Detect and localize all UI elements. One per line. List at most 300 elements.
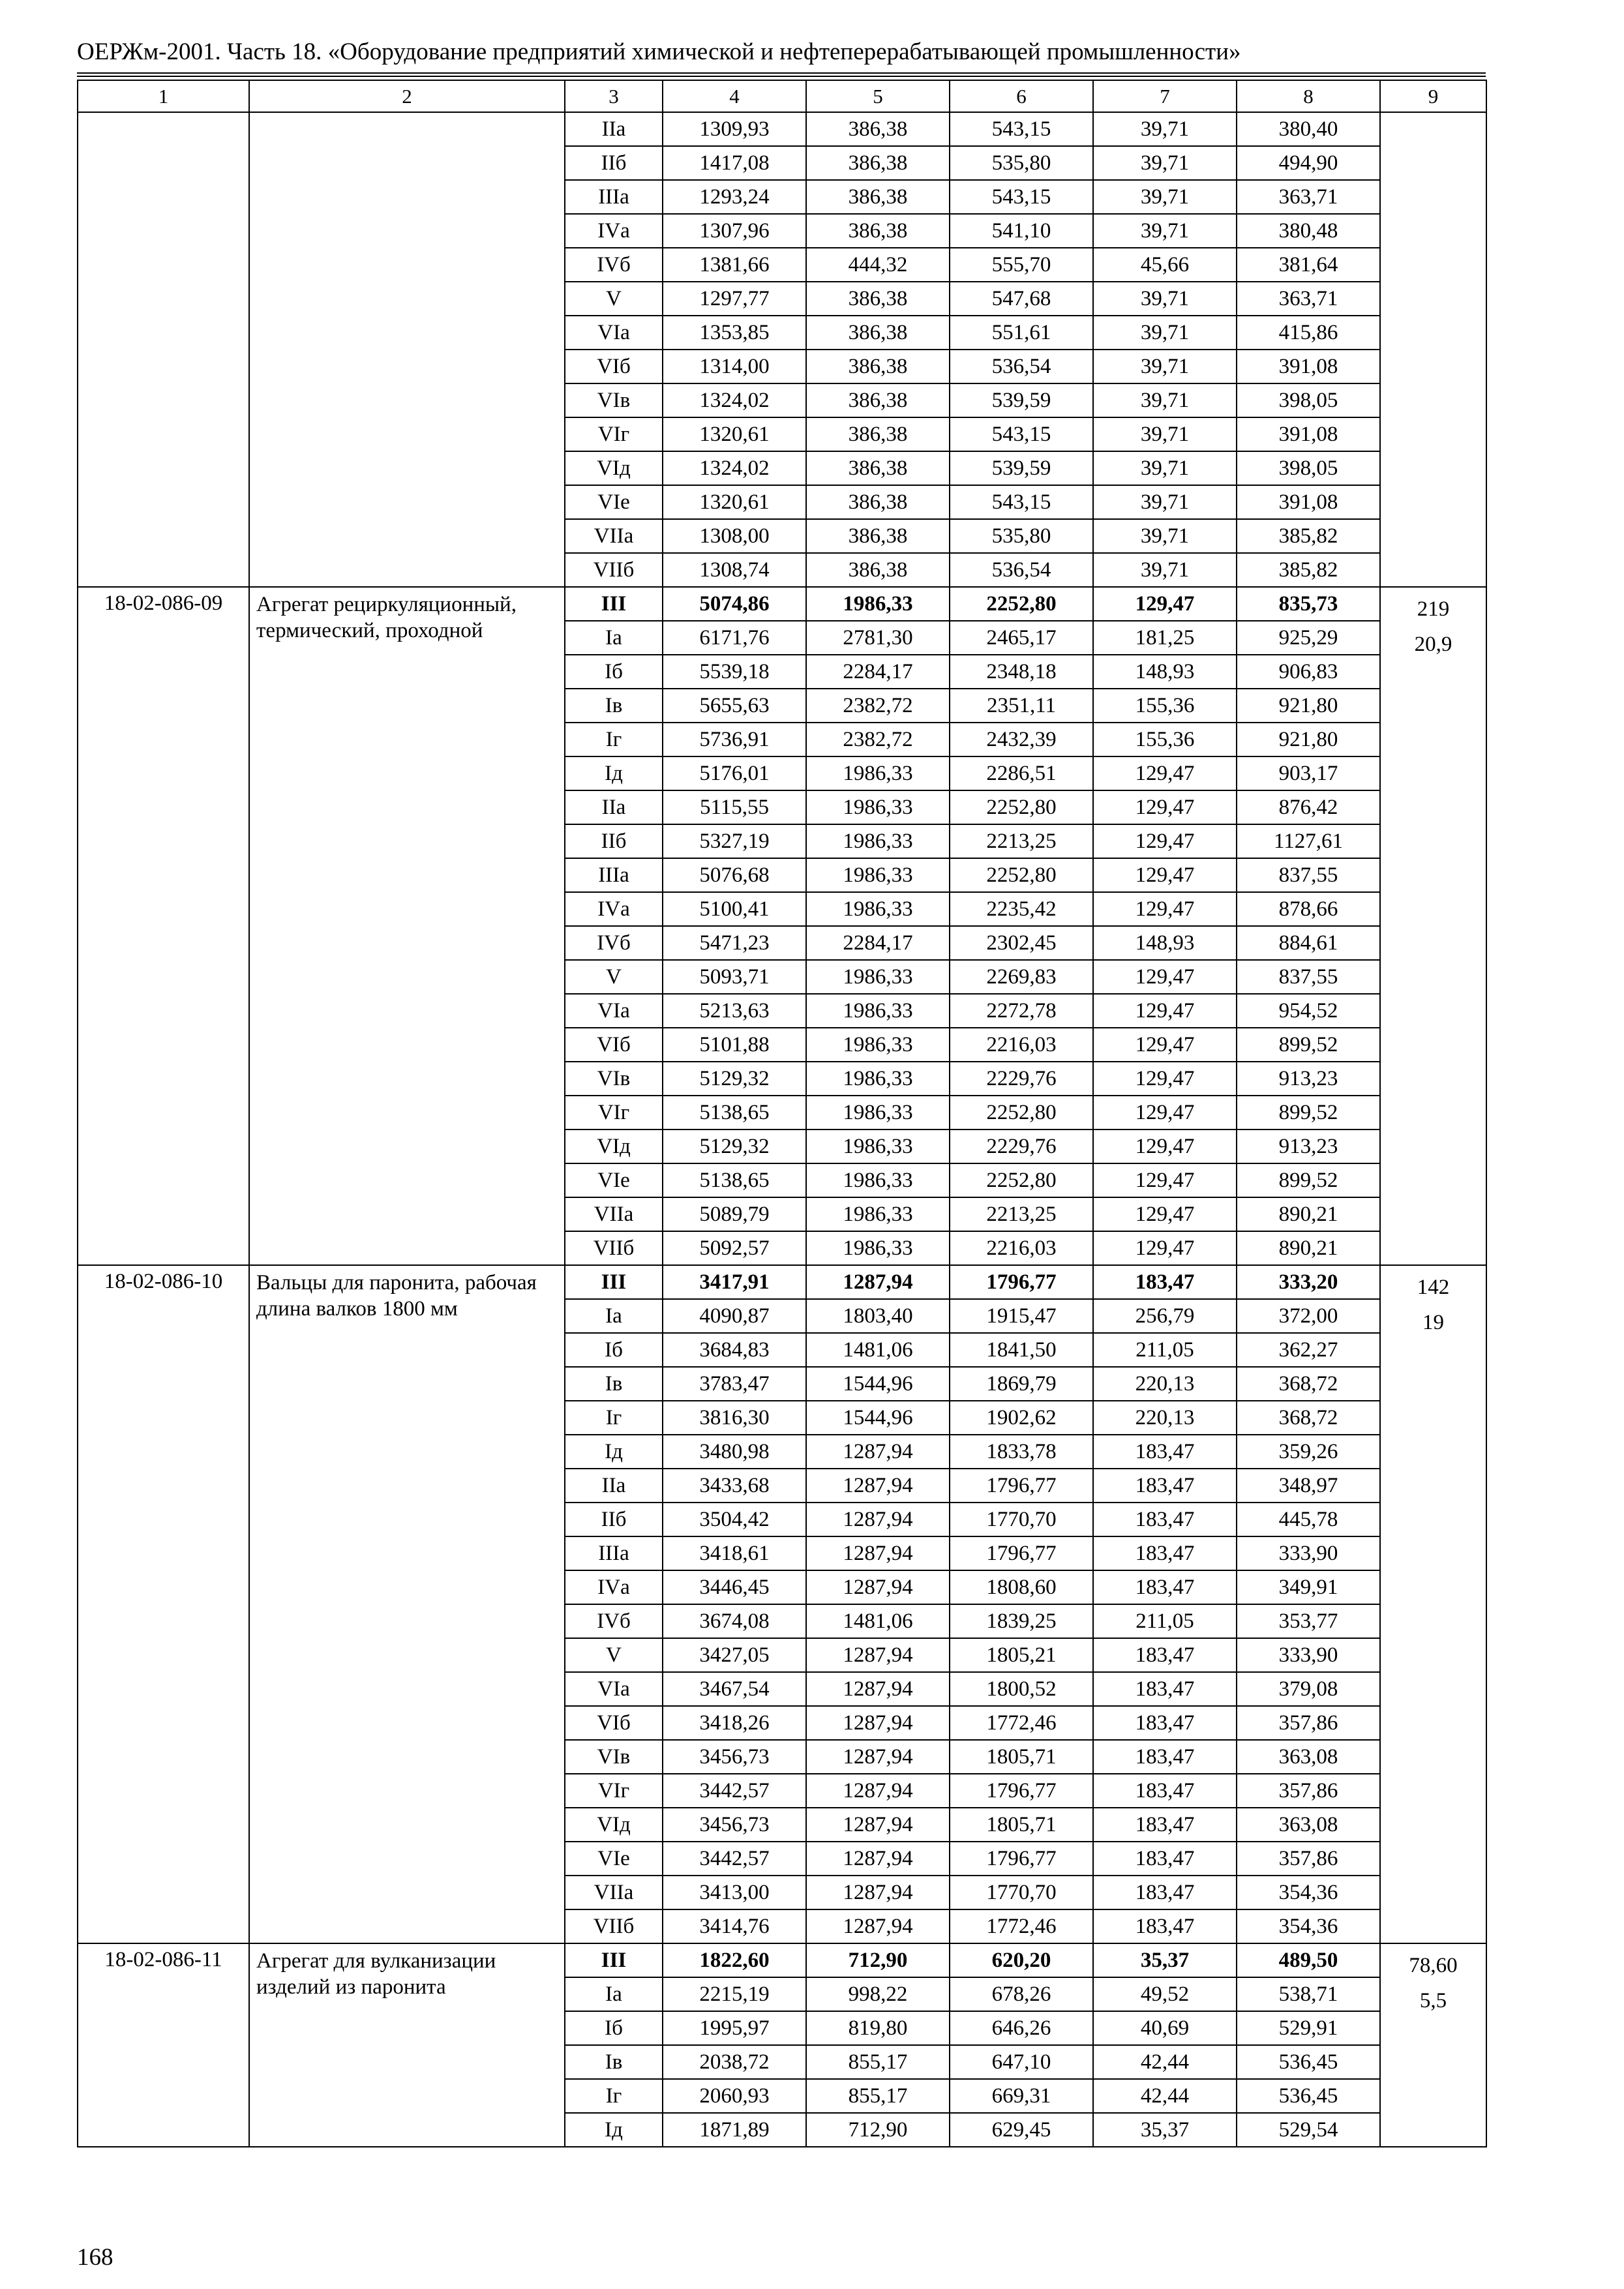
cost-value: 2060,93 bbox=[663, 2079, 806, 2113]
zone-index: IIа bbox=[565, 790, 663, 824]
zone-index: VIIб bbox=[565, 1909, 663, 1943]
cost-value: 3684,83 bbox=[663, 1333, 806, 1367]
table-row bbox=[78, 1265, 1486, 1299]
cost-value: 368,72 bbox=[1237, 1367, 1380, 1401]
cost-value: 5327,19 bbox=[663, 824, 806, 858]
column-header: 7 bbox=[1093, 80, 1237, 112]
cost-value: 5093,71 bbox=[663, 960, 806, 994]
cost-value: 620,20 bbox=[950, 1943, 1093, 1977]
zone-index: VIIа bbox=[565, 1197, 663, 1231]
cost-value: 1544,96 bbox=[806, 1367, 950, 1401]
cost-value: 1986,33 bbox=[806, 1062, 950, 1096]
cost-value: 3467,54 bbox=[663, 1672, 806, 1706]
cost-value: 1287,94 bbox=[806, 1536, 950, 1570]
cost-value: 1481,06 bbox=[806, 1604, 950, 1638]
cost-value: 39,71 bbox=[1093, 146, 1237, 180]
cost-value: 386,38 bbox=[806, 519, 950, 553]
cost-value: 3816,30 bbox=[663, 1401, 806, 1435]
cost-value: 835,73 bbox=[1237, 587, 1380, 621]
column-header: 9 bbox=[1380, 80, 1486, 112]
cost-value: 712,90 bbox=[806, 2113, 950, 2147]
cost-value: 878,66 bbox=[1237, 892, 1380, 926]
cost-value: 1287,94 bbox=[806, 1435, 950, 1469]
cost-value: 129,47 bbox=[1093, 1096, 1237, 1130]
cost-value: 183,47 bbox=[1093, 1469, 1237, 1503]
equipment-name: Агрегат для вулканизации изделий из паронита bbox=[249, 1943, 565, 2147]
cost-value: 4090,87 bbox=[663, 1299, 806, 1333]
cost-value: 2252,80 bbox=[950, 790, 1093, 824]
equipment-name: Агрегат рециркуляционный, термический, проходной bbox=[249, 587, 565, 1265]
zone-index: VIIа bbox=[565, 519, 663, 553]
cost-value: 1986,33 bbox=[806, 1096, 950, 1130]
cost-value: 1287,94 bbox=[806, 1842, 950, 1876]
cost-value: 890,21 bbox=[1237, 1197, 1380, 1231]
cost-value: 3442,57 bbox=[663, 1774, 806, 1808]
cost-value: 386,38 bbox=[806, 485, 950, 519]
cost-value: 354,36 bbox=[1237, 1876, 1380, 1909]
cost-value: 183,47 bbox=[1093, 1672, 1237, 1706]
cost-value: 35,37 bbox=[1093, 2113, 1237, 2147]
cost-value: 2252,80 bbox=[950, 1096, 1093, 1130]
zone-index: III bbox=[565, 587, 663, 621]
cost-value: 1293,24 bbox=[663, 180, 806, 214]
zone-index: IIа bbox=[565, 1469, 663, 1503]
cost-value: 1986,33 bbox=[806, 858, 950, 892]
zone-index: VIа bbox=[565, 994, 663, 1028]
cost-value: 386,38 bbox=[806, 553, 950, 587]
cost-value: 386,38 bbox=[806, 282, 950, 316]
cost-value: 256,79 bbox=[1093, 1299, 1237, 1333]
cost-value: 5138,65 bbox=[663, 1096, 806, 1130]
cost-value: 1986,33 bbox=[806, 994, 950, 1028]
cost-value: 129,47 bbox=[1093, 1197, 1237, 1231]
cost-value: 385,82 bbox=[1237, 553, 1380, 587]
cost-value: 3456,73 bbox=[663, 1740, 806, 1774]
column-header: 1 bbox=[78, 80, 249, 112]
table-row bbox=[78, 1943, 1486, 1977]
cost-value: 183,47 bbox=[1093, 1706, 1237, 1740]
column-header: 3 bbox=[565, 80, 663, 112]
cost-value: 921,80 bbox=[1237, 723, 1380, 756]
cost-value: 3413,00 bbox=[663, 1876, 806, 1909]
cost-value: 181,25 bbox=[1093, 621, 1237, 655]
cost-value: 415,86 bbox=[1237, 316, 1380, 350]
table-row bbox=[78, 587, 1486, 621]
cost-value: 363,71 bbox=[1237, 180, 1380, 214]
cost-value: 1770,70 bbox=[950, 1503, 1093, 1536]
cost-value: 39,71 bbox=[1093, 180, 1237, 214]
cost-value: 386,38 bbox=[806, 112, 950, 146]
cost-value: 333,90 bbox=[1237, 1536, 1380, 1570]
cost-value: 1803,40 bbox=[806, 1299, 950, 1333]
zone-index: VIе bbox=[565, 485, 663, 519]
cost-value: 1986,33 bbox=[806, 892, 950, 926]
cost-value: 379,08 bbox=[1237, 1672, 1380, 1706]
cost-value: 1308,74 bbox=[663, 553, 806, 587]
cost-value: 386,38 bbox=[806, 146, 950, 180]
table-row bbox=[78, 112, 1486, 146]
cost-value: 543,15 bbox=[950, 112, 1093, 146]
zone-index: IIIа bbox=[565, 1536, 663, 1570]
cost-value: 1772,46 bbox=[950, 1706, 1093, 1740]
cost-value: 1287,94 bbox=[806, 1808, 950, 1842]
cost-value: 386,38 bbox=[806, 180, 950, 214]
cost-value: 2216,03 bbox=[950, 1231, 1093, 1265]
cost-value: 3446,45 bbox=[663, 1570, 806, 1604]
cost-value: 2351,11 bbox=[950, 689, 1093, 723]
cost-value: 398,05 bbox=[1237, 383, 1380, 417]
cost-value: 129,47 bbox=[1093, 824, 1237, 858]
zone-index: Iг bbox=[565, 2079, 663, 2113]
cost-value: 363,08 bbox=[1237, 1808, 1380, 1842]
cost-value: 391,08 bbox=[1237, 417, 1380, 451]
cost-value: 2252,80 bbox=[950, 587, 1093, 621]
zone-index: IIб bbox=[565, 1503, 663, 1536]
cost-value: 349,91 bbox=[1237, 1570, 1380, 1604]
zone-index: IVа bbox=[565, 1570, 663, 1604]
cost-value: 129,47 bbox=[1093, 960, 1237, 994]
cost-value: 2229,76 bbox=[950, 1130, 1093, 1163]
cost-value: 535,80 bbox=[950, 519, 1093, 553]
cost-value: 1986,33 bbox=[806, 1163, 950, 1197]
equipment-name bbox=[249, 112, 565, 587]
zone-index: Iб bbox=[565, 1333, 663, 1367]
cost-value: 543,15 bbox=[950, 417, 1093, 451]
cost-value: 2432,39 bbox=[950, 723, 1093, 756]
cost-value: 1805,71 bbox=[950, 1808, 1093, 1842]
cost-value: 2286,51 bbox=[950, 756, 1093, 790]
zone-index: Iг bbox=[565, 1401, 663, 1435]
zone-index: VIа bbox=[565, 1672, 663, 1706]
zone-index: IVб bbox=[565, 926, 663, 960]
cost-value: 1822,60 bbox=[663, 1943, 806, 1977]
zone-index: V bbox=[565, 960, 663, 994]
cost-value: 541,10 bbox=[950, 214, 1093, 248]
cost-value: 489,50 bbox=[1237, 1943, 1380, 1977]
zone-index: VIб bbox=[565, 1706, 663, 1740]
cost-value: 529,91 bbox=[1237, 2011, 1380, 2045]
cost-value: 5100,41 bbox=[663, 892, 806, 926]
cost-value: 39,71 bbox=[1093, 383, 1237, 417]
cost-value: 2302,45 bbox=[950, 926, 1093, 960]
norm-code: 18-02-086-11 bbox=[78, 1943, 249, 2147]
cost-value: 39,71 bbox=[1093, 282, 1237, 316]
cost-value: 2382,72 bbox=[806, 689, 950, 723]
cost-value: 494,90 bbox=[1237, 146, 1380, 180]
cost-value: 42,44 bbox=[1093, 2045, 1237, 2079]
cost-value: 1796,77 bbox=[950, 1536, 1093, 1570]
cost-value: 1772,46 bbox=[950, 1909, 1093, 1943]
cost-value: 819,80 bbox=[806, 2011, 950, 2045]
cost-value: 362,27 bbox=[1237, 1333, 1380, 1367]
header-rule bbox=[77, 72, 1486, 77]
cost-value: 647,10 bbox=[950, 2045, 1093, 2079]
zone-index: VIв bbox=[565, 1740, 663, 1774]
zone-index: Iв bbox=[565, 689, 663, 723]
cost-value: 39,71 bbox=[1093, 553, 1237, 587]
cost-value: 40,69 bbox=[1093, 2011, 1237, 2045]
cost-value: 543,15 bbox=[950, 485, 1093, 519]
cost-value: 921,80 bbox=[1237, 689, 1380, 723]
cost-value: 555,70 bbox=[950, 248, 1093, 282]
cost-value: 1808,60 bbox=[950, 1570, 1093, 1604]
cost-value: 1307,96 bbox=[663, 214, 806, 248]
zone-index: Iд bbox=[565, 1435, 663, 1469]
cost-value: 890,21 bbox=[1237, 1231, 1380, 1265]
cost-value: 129,47 bbox=[1093, 892, 1237, 926]
cost-value: 1287,94 bbox=[806, 1774, 950, 1808]
cost-value: 148,93 bbox=[1093, 926, 1237, 960]
cost-value: 535,80 bbox=[950, 146, 1093, 180]
cost-value: 5076,68 bbox=[663, 858, 806, 892]
cost-value: 536,54 bbox=[950, 350, 1093, 383]
cost-value: 129,47 bbox=[1093, 858, 1237, 892]
cost-value: 391,08 bbox=[1237, 485, 1380, 519]
cost-value: 129,47 bbox=[1093, 1231, 1237, 1265]
cost-value: 363,71 bbox=[1237, 282, 1380, 316]
cost-value: 1287,94 bbox=[806, 1876, 950, 1909]
cost-value: 1986,33 bbox=[806, 960, 950, 994]
cost-value: 2229,76 bbox=[950, 1062, 1093, 1096]
cost-value: 1297,77 bbox=[663, 282, 806, 316]
equipment-name: Вальцы для паронита, рабочая длина валков 1800 мм bbox=[249, 1265, 565, 1943]
cost-value: 183,47 bbox=[1093, 1774, 1237, 1808]
cost-value: 39,71 bbox=[1093, 485, 1237, 519]
cost-value: 5101,88 bbox=[663, 1028, 806, 1062]
cost-value: 444,32 bbox=[806, 248, 950, 282]
cost-value: 2252,80 bbox=[950, 858, 1093, 892]
cost-value: 1869,79 bbox=[950, 1367, 1093, 1401]
cost-value: 954,52 bbox=[1237, 994, 1380, 1028]
cost-value: 2038,72 bbox=[663, 2045, 806, 2079]
cost-value: 1287,94 bbox=[806, 1706, 950, 1740]
cost-value: 1287,94 bbox=[806, 1503, 950, 1536]
cost-value: 148,93 bbox=[1093, 655, 1237, 689]
cost-value: 49,52 bbox=[1093, 1977, 1237, 2011]
cost-value: 551,61 bbox=[950, 316, 1093, 350]
zone-index: III bbox=[565, 1943, 663, 1977]
cost-value: 183,47 bbox=[1093, 1842, 1237, 1876]
cost-value: 1796,77 bbox=[950, 1469, 1093, 1503]
cost-value: 913,23 bbox=[1237, 1062, 1380, 1096]
cost-value: 3427,05 bbox=[663, 1638, 806, 1672]
cost-value: 183,47 bbox=[1093, 1740, 1237, 1774]
cost-value: 211,05 bbox=[1093, 1333, 1237, 1367]
cost-value: 183,47 bbox=[1093, 1265, 1237, 1299]
labor-value: 219 bbox=[1417, 597, 1450, 621]
labor-value: 78,60 bbox=[1409, 1954, 1458, 1977]
cost-value: 445,78 bbox=[1237, 1503, 1380, 1536]
labor-values bbox=[1380, 1265, 1486, 1943]
cost-value: 5089,79 bbox=[663, 1197, 806, 1231]
cost-value: 884,61 bbox=[1237, 926, 1380, 960]
cost-value: 129,47 bbox=[1093, 587, 1237, 621]
zone-index: Iг bbox=[565, 723, 663, 756]
column-number-row bbox=[78, 80, 1486, 112]
zone-index: Iб bbox=[565, 655, 663, 689]
cost-value: 2215,19 bbox=[663, 1977, 806, 2011]
zone-index: Iа bbox=[565, 1977, 663, 2011]
cost-value: 45,66 bbox=[1093, 248, 1237, 282]
cost-value: 712,90 bbox=[806, 1943, 950, 1977]
cost-value: 333,20 bbox=[1237, 1265, 1380, 1299]
cost-value: 899,52 bbox=[1237, 1096, 1380, 1130]
cost-value: 1986,33 bbox=[806, 824, 950, 858]
cost-value: 5655,63 bbox=[663, 689, 806, 723]
cost-value: 380,40 bbox=[1237, 112, 1380, 146]
cost-value: 903,17 bbox=[1237, 756, 1380, 790]
cost-value: 876,42 bbox=[1237, 790, 1380, 824]
cost-value: 855,17 bbox=[806, 2045, 950, 2079]
cost-value: 39,71 bbox=[1093, 350, 1237, 383]
zone-index: VIIб bbox=[565, 553, 663, 587]
cost-value: 906,83 bbox=[1237, 655, 1380, 689]
zone-index: Iб bbox=[565, 2011, 663, 2045]
cost-value: 1839,25 bbox=[950, 1604, 1093, 1638]
cost-value: 183,47 bbox=[1093, 1808, 1237, 1842]
cost-value: 39,71 bbox=[1093, 417, 1237, 451]
cost-value: 5176,01 bbox=[663, 756, 806, 790]
cost-value: 354,36 bbox=[1237, 1909, 1380, 1943]
norm-code: 18-02-086-10 bbox=[78, 1265, 249, 1943]
cost-value: 899,52 bbox=[1237, 1028, 1380, 1062]
column-header: 4 bbox=[663, 80, 806, 112]
zone-index: III bbox=[565, 1265, 663, 1299]
zone-index: VIг bbox=[565, 1096, 663, 1130]
norm-code: 18-02-086-09 bbox=[78, 587, 249, 1265]
zone-index: Iа bbox=[565, 1299, 663, 1333]
cost-value: 855,17 bbox=[806, 2079, 950, 2113]
cost-value: 1127,61 bbox=[1237, 824, 1380, 858]
cost-value: 538,71 bbox=[1237, 1977, 1380, 2011]
norm-code bbox=[78, 112, 249, 587]
zone-index: IIб bbox=[565, 146, 663, 180]
cost-value: 386,38 bbox=[806, 451, 950, 485]
cost-value: 183,47 bbox=[1093, 1876, 1237, 1909]
zone-index: VIд bbox=[565, 451, 663, 485]
cost-value: 539,59 bbox=[950, 451, 1093, 485]
zone-index: V bbox=[565, 282, 663, 316]
cost-value: 3442,57 bbox=[663, 1842, 806, 1876]
cost-value: 2465,17 bbox=[950, 621, 1093, 655]
cost-value: 39,71 bbox=[1093, 316, 1237, 350]
cost-value: 386,38 bbox=[806, 383, 950, 417]
zone-index: VIIа bbox=[565, 1876, 663, 1909]
cost-value: 899,52 bbox=[1237, 1163, 1380, 1197]
zone-index: VIд bbox=[565, 1808, 663, 1842]
cost-value: 129,47 bbox=[1093, 994, 1237, 1028]
zone-index: IIIа bbox=[565, 858, 663, 892]
cost-value: 2252,80 bbox=[950, 1163, 1093, 1197]
cost-value: 1915,47 bbox=[950, 1299, 1093, 1333]
zone-index: IIа bbox=[565, 112, 663, 146]
cost-value: 837,55 bbox=[1237, 960, 1380, 994]
zone-index: VIб bbox=[565, 1028, 663, 1062]
cost-value: 5074,86 bbox=[663, 587, 806, 621]
cost-value: 1841,50 bbox=[950, 1333, 1093, 1367]
labor-value: 19 bbox=[1422, 1311, 1444, 1334]
zone-index: IVа bbox=[565, 214, 663, 248]
cost-value: 129,47 bbox=[1093, 756, 1237, 790]
cost-value: 1287,94 bbox=[806, 1740, 950, 1774]
cost-value: 386,38 bbox=[806, 417, 950, 451]
cost-value: 3417,91 bbox=[663, 1265, 806, 1299]
cost-value: 39,71 bbox=[1093, 214, 1237, 248]
cost-value: 678,26 bbox=[950, 1977, 1093, 2011]
cost-value: 357,86 bbox=[1237, 1706, 1380, 1740]
cost-value: 220,13 bbox=[1093, 1401, 1237, 1435]
cost-value: 3433,68 bbox=[663, 1469, 806, 1503]
zone-index: VIе bbox=[565, 1842, 663, 1876]
column-header: 5 bbox=[806, 80, 950, 112]
cost-value: 211,05 bbox=[1093, 1604, 1237, 1638]
cost-value: 385,82 bbox=[1237, 519, 1380, 553]
labor-values bbox=[1380, 587, 1486, 1265]
cost-value: 155,36 bbox=[1093, 689, 1237, 723]
cost-value: 3480,98 bbox=[663, 1435, 806, 1469]
cost-value: 1986,33 bbox=[806, 587, 950, 621]
cost-value: 3504,42 bbox=[663, 1503, 806, 1536]
cost-value: 1770,70 bbox=[950, 1876, 1093, 1909]
cost-value: 368,72 bbox=[1237, 1401, 1380, 1435]
zone-index: VIIб bbox=[565, 1231, 663, 1265]
cost-value: 2235,42 bbox=[950, 892, 1093, 926]
cost-value: 5736,91 bbox=[663, 723, 806, 756]
cost-value: 5115,55 bbox=[663, 790, 806, 824]
labor-values bbox=[1380, 1943, 1486, 2147]
cost-value: 391,08 bbox=[1237, 350, 1380, 383]
zone-index: VIе bbox=[565, 1163, 663, 1197]
cost-value: 1800,52 bbox=[950, 1672, 1093, 1706]
cost-value: 129,47 bbox=[1093, 1163, 1237, 1197]
cost-value: 129,47 bbox=[1093, 1130, 1237, 1163]
cost-value: 629,45 bbox=[950, 2113, 1093, 2147]
cost-value: 1796,77 bbox=[950, 1774, 1093, 1808]
cost-value: 3783,47 bbox=[663, 1367, 806, 1401]
cost-value: 1986,33 bbox=[806, 1028, 950, 1062]
page-header: ОЕРЖм-2001. Часть 18. «Оборудование предприятий химической и нефтеперерабатывающей промышленности» bbox=[77, 38, 1241, 65]
column-header: 8 bbox=[1237, 80, 1380, 112]
zone-index: Iд bbox=[565, 2113, 663, 2147]
cost-value: 39,71 bbox=[1093, 112, 1237, 146]
zone-index: VIв bbox=[565, 1062, 663, 1096]
column-header: 6 bbox=[950, 80, 1093, 112]
cost-value: 1324,02 bbox=[663, 451, 806, 485]
cost-value: 357,86 bbox=[1237, 1774, 1380, 1808]
cost-value: 5471,23 bbox=[663, 926, 806, 960]
cost-value: 1986,33 bbox=[806, 756, 950, 790]
labor-values bbox=[1380, 112, 1486, 587]
cost-value: 5129,32 bbox=[663, 1062, 806, 1096]
cost-value: 357,86 bbox=[1237, 1842, 1380, 1876]
cost-value: 183,47 bbox=[1093, 1503, 1237, 1536]
cost-value: 2213,25 bbox=[950, 824, 1093, 858]
rates-table bbox=[77, 80, 1487, 2147]
cost-value: 2382,72 bbox=[806, 723, 950, 756]
cost-value: 913,23 bbox=[1237, 1130, 1380, 1163]
cost-value: 547,68 bbox=[950, 282, 1093, 316]
cost-value: 1796,77 bbox=[950, 1265, 1093, 1299]
zone-index: V bbox=[565, 1638, 663, 1672]
cost-value: 155,36 bbox=[1093, 723, 1237, 756]
cost-value: 359,26 bbox=[1237, 1435, 1380, 1469]
cost-value: 998,22 bbox=[806, 1977, 950, 2011]
zone-index: IVб bbox=[565, 1604, 663, 1638]
cost-value: 3414,76 bbox=[663, 1909, 806, 1943]
cost-value: 2213,25 bbox=[950, 1197, 1093, 1231]
cost-value: 5213,63 bbox=[663, 994, 806, 1028]
cost-value: 1320,61 bbox=[663, 417, 806, 451]
